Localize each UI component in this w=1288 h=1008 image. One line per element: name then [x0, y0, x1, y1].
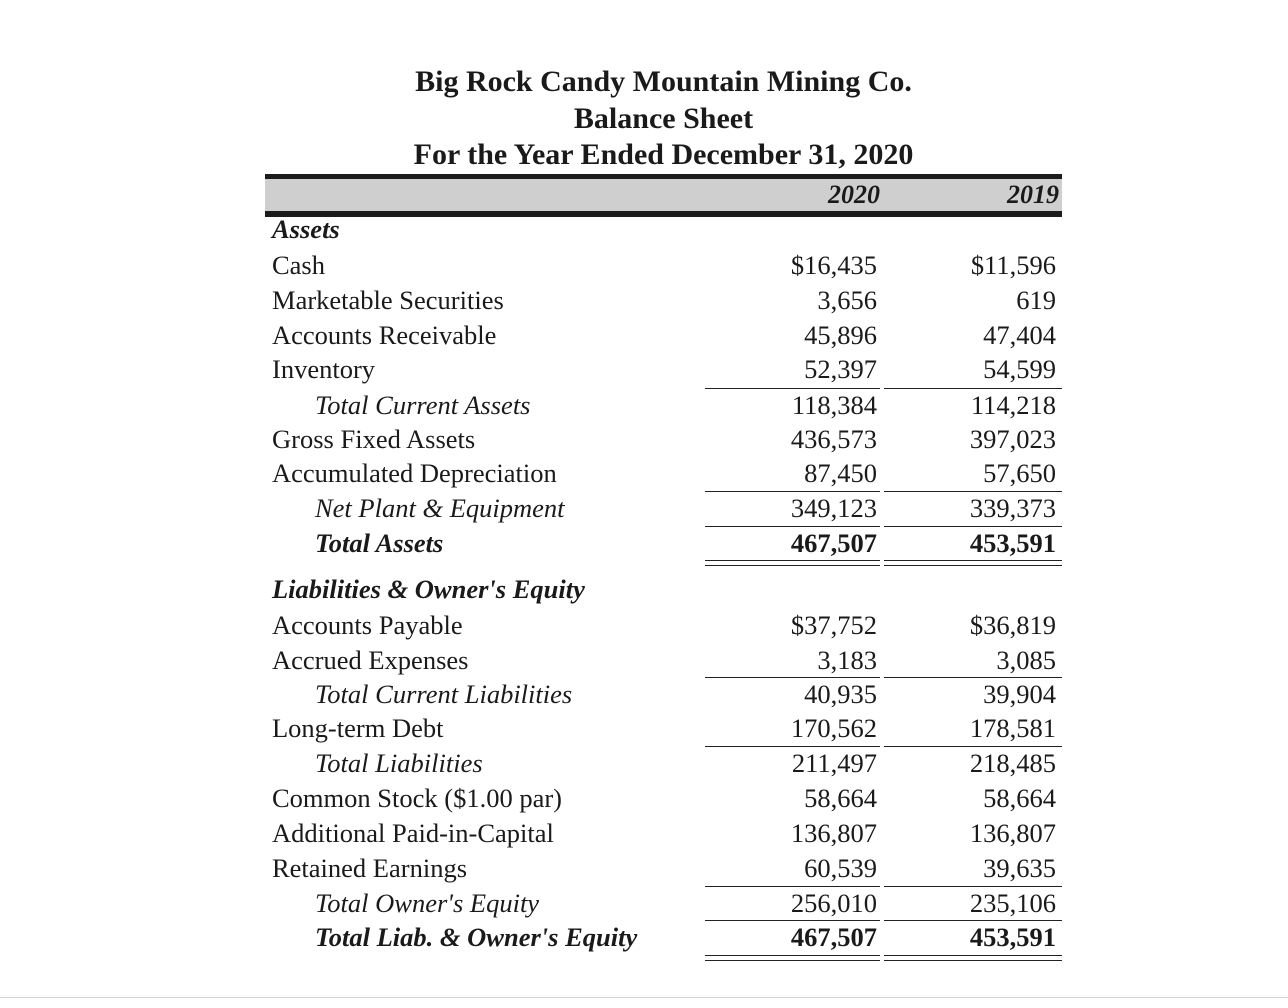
row-label: Total Current Liabilities — [315, 679, 573, 709]
table-row — [0, 608, 1288, 643]
value-2019: 397,023 — [969, 424, 1056, 454]
value-2020: $37,752 — [790, 610, 877, 640]
row-label: Inventory — [272, 354, 376, 384]
value-2020: $16,435 — [790, 250, 877, 280]
column-header-2020: 2020 — [828, 180, 880, 209]
table-row — [0, 456, 1288, 491]
row-label: Accrued Expenses — [272, 645, 469, 675]
value-2020: 40,935 — [804, 679, 877, 709]
column-header-bar — [265, 174, 1062, 217]
row-label: Common Stock ($1.00 par) — [272, 783, 562, 813]
row-label: Total Owner's Equity — [315, 888, 540, 918]
value-2019: 39,904 — [983, 679, 1056, 709]
value-2019: 218,485 — [969, 748, 1056, 778]
statement-period: For the Year Ended December 31, 2020 — [413, 138, 914, 171]
value-2020: 45,896 — [804, 320, 877, 350]
row-label: Net Plant & Equipment — [315, 493, 565, 523]
table-row — [0, 816, 1288, 851]
table-row — [0, 388, 1288, 423]
value-2019: 235,106 — [969, 888, 1056, 918]
row-label: Marketable Securities — [272, 285, 504, 315]
table-row — [0, 318, 1288, 353]
value-2020: 136,807 — [790, 818, 877, 848]
value-2020: 118,384 — [791, 390, 877, 420]
column-header-2019: 2019 — [1007, 180, 1059, 209]
value-2019: 453,591 — [969, 922, 1056, 952]
table-row — [0, 422, 1288, 457]
value-2020: 349,123 — [790, 493, 877, 523]
table-row — [0, 643, 1288, 678]
statement-header — [265, 64, 1062, 174]
value-2020: 87,450 — [804, 458, 877, 488]
section-heading-liabilities: Liabilities & Owner's Equity — [272, 574, 585, 604]
value-2020: 170,562 — [790, 713, 877, 743]
row-label: Total Assets — [315, 528, 444, 558]
table-row — [0, 746, 1288, 781]
value-2019: $36,819 — [969, 610, 1056, 640]
table-row — [0, 851, 1288, 886]
row-label: Additional Paid-in-Capital — [272, 818, 554, 848]
value-2020: 52,397 — [804, 354, 877, 384]
liabilities-heading-row — [0, 572, 1288, 607]
assets-heading-row — [0, 212, 1288, 247]
value-2019: 114,218 — [970, 390, 1056, 420]
row-label: Accounts Receivable — [272, 320, 497, 350]
value-2019: $11,596 — [970, 250, 1056, 280]
value-2020: 256,010 — [790, 888, 877, 918]
row-label: Long-term Debt — [272, 713, 444, 743]
value-2019: 453,591 — [969, 528, 1056, 558]
value-2020: 211,497 — [791, 748, 877, 778]
row-label: Total Liab. & Owner's Equity — [315, 922, 638, 952]
value-2019: 58,664 — [983, 783, 1056, 813]
company-name: Big Rock Candy Mountain Mining Co. — [415, 65, 912, 98]
value-2020: 436,573 — [790, 424, 877, 454]
table-row — [0, 781, 1288, 816]
value-2019: 47,404 — [983, 320, 1056, 350]
row-label: Retained Earnings — [272, 853, 468, 883]
value-2019: 54,599 — [983, 354, 1056, 384]
value-2019: 57,650 — [983, 458, 1056, 488]
row-label: Total Current Assets — [315, 390, 531, 420]
table-row — [0, 491, 1288, 526]
value-2019: 136,807 — [969, 818, 1056, 848]
value-2019: 619 — [1016, 285, 1056, 315]
section-heading-assets: Assets — [272, 214, 340, 244]
double-underline — [705, 560, 880, 566]
row-label: Total Liabilities — [315, 748, 483, 778]
row-label: Accounts Payable — [272, 610, 463, 640]
value-2019: 178,581 — [969, 713, 1056, 743]
double-underline — [705, 955, 880, 961]
value-2019: 339,373 — [969, 493, 1056, 523]
table-row — [0, 283, 1288, 318]
value-2020: 60,539 — [804, 853, 877, 883]
row-label: Gross Fixed Assets — [272, 424, 476, 454]
value-2020: 58,664 — [804, 783, 877, 813]
value-2020: 467,507 — [790, 528, 877, 558]
table-row — [0, 352, 1288, 387]
table-row — [0, 886, 1288, 921]
table-row — [0, 526, 1288, 561]
table-row — [0, 711, 1288, 746]
value-2020: 3,183 — [817, 645, 877, 675]
double-underline — [884, 955, 1062, 961]
row-label: Cash — [272, 250, 325, 280]
table-row — [0, 677, 1288, 712]
table-row — [0, 920, 1288, 955]
value-2019: 3,085 — [996, 645, 1056, 675]
table-row — [0, 248, 1288, 283]
row-label: Accumulated Depreciation — [272, 458, 557, 488]
value-2020: 467,507 — [790, 922, 877, 952]
value-2020: 3,656 — [817, 285, 877, 315]
statement-title: Balance Sheet — [573, 101, 754, 135]
value-2019: 39,635 — [983, 853, 1056, 883]
double-underline — [884, 560, 1062, 566]
page-bottom-divider — [0, 997, 1288, 998]
